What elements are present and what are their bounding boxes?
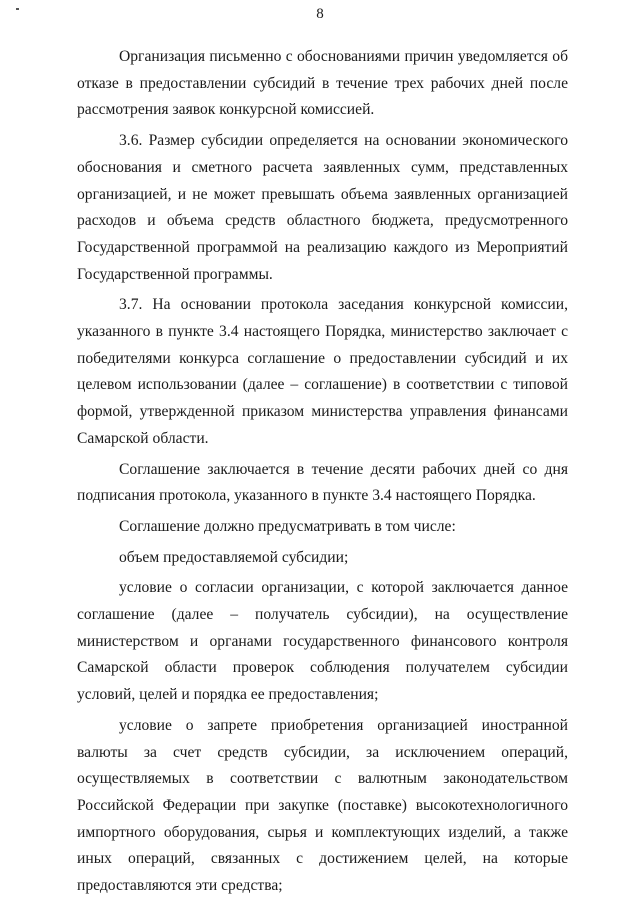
page-number: 8 — [316, 6, 324, 22]
paragraph-currency-prohibition: условие о запрете приобретения организацией иностранной валюты за счет средств субсидии, за исключением операций, осуществляемых в соответствии с валютным законодательством Российской Федерации при закупке (поставке) высокотехнологичного импортного оборудования, сырья и комплектующих изделий, а также иных операций, связанных с достижением целей, на которые предоставляются эти средства; — [77, 716, 568, 895]
paragraph-subsidy-amount: объем предоставляемой субсидии; — [119, 548, 349, 566]
paragraph-3-6: 3.6. Размер субсидии определяется на основании экономического обоснования и сметного расчета заявленных сумм, представленных организацией, и не может превышать объема заявленных организацией расходов и объема средств областного бюджета, предусмотренного Государственной программой на реализацию каждого из Мероприятий Государственной программы. — [77, 132, 568, 283]
document-body — [77, 44, 568, 900]
paragraph-refusal-notice: Организация письменно с обоснованиями причин уведомляется об отказе в предоставлении субсидий в течение трех рабочих дней после рассмотрения заявок конкурсной комиссией. — [77, 48, 568, 119]
paragraph-agreement-contents: Соглашение должно предусматривать в том числе: — [119, 517, 456, 535]
paragraph-consent-condition: условие о согласии организации, с которой заключается данное соглашение (далее – получатель субсидии), на осуществление министерством и органами государственного финансового контроля Самарской области проверок соблюдения получателем субсидии условий, целей и порядка ее предоставления; — [77, 579, 568, 704]
paragraph-3-7: 3.7. На основании протокола заседания конкурсной комиссии, указанного в пункте 3.4 настоящего Порядка, министерство заключает с победителями конкурса соглашение о предоставлении субсидий и их целевом использовании (далее – соглашение) в соответствии с типовой формой, утвержденной приказом министерства управления финансами Самарской области. — [77, 296, 568, 447]
paragraph-agreement-term: Соглашение заключается в течение десяти рабочих дней со дня подписания протокола, указанного в пункте 3.4 настоящего Порядка. — [77, 460, 568, 505]
